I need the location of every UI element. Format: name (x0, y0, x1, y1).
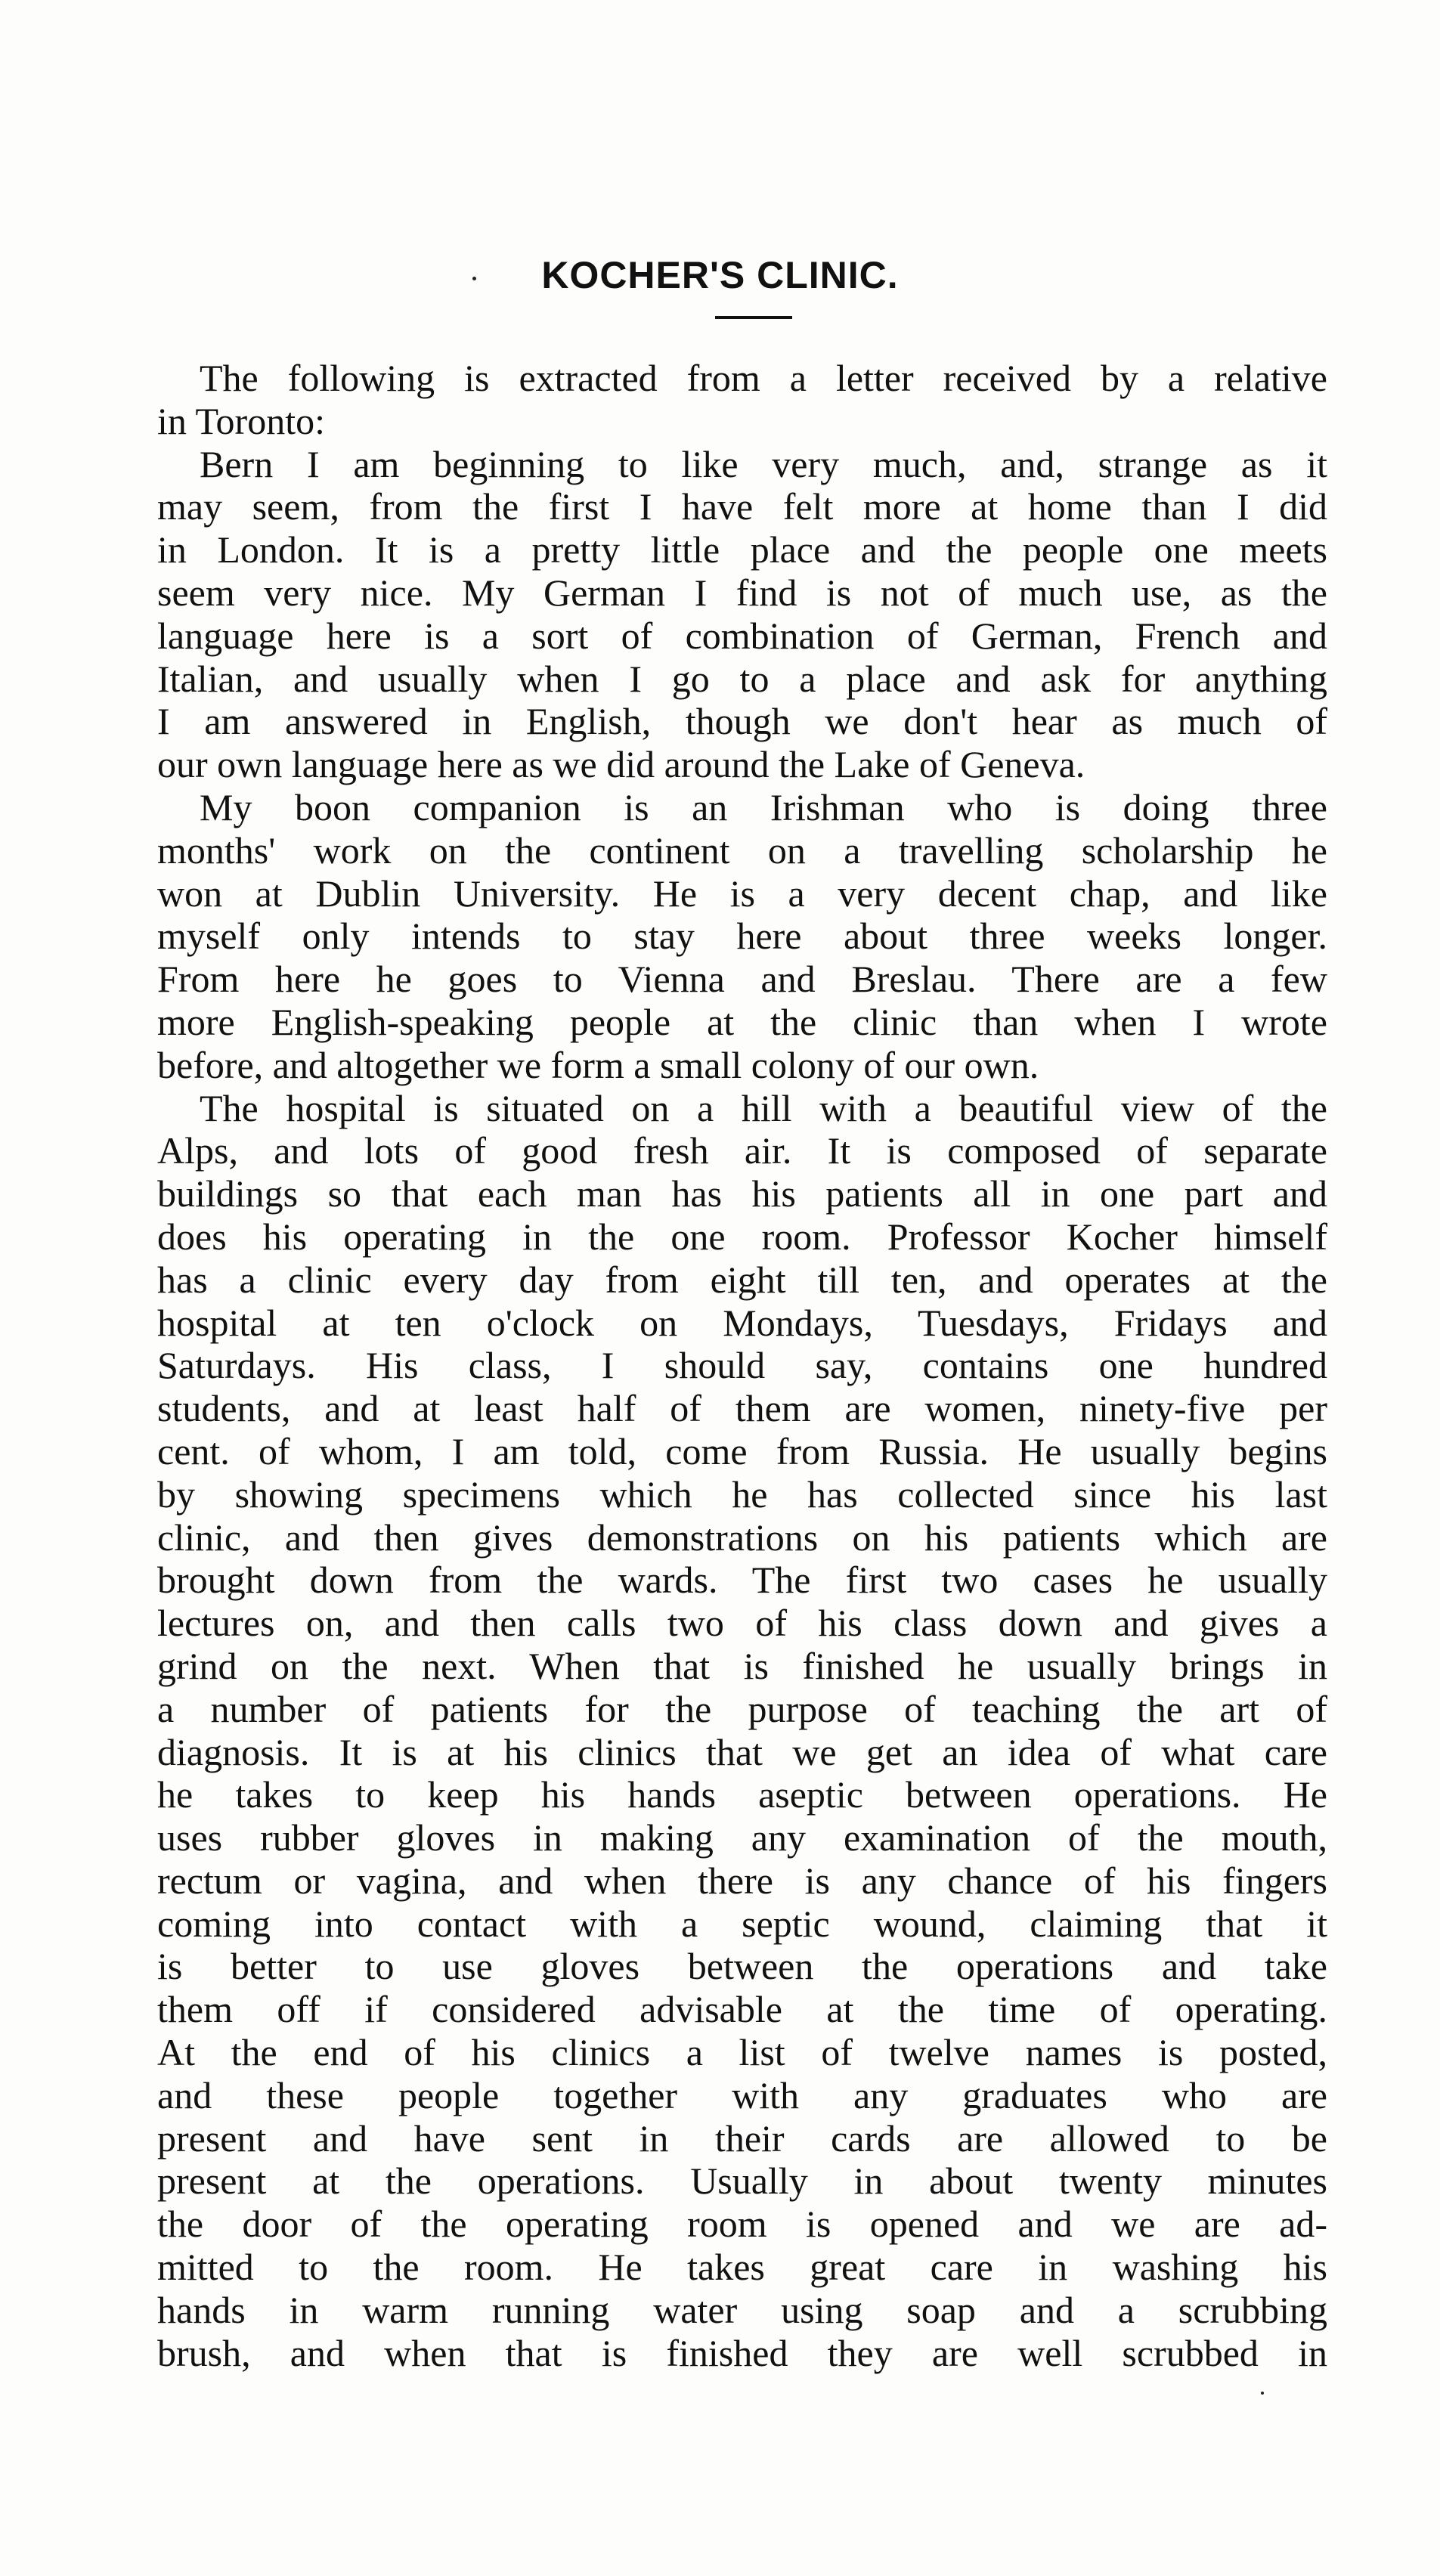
text-line: mitted to the room. He takes great care in washing his (157, 2246, 1327, 2289)
text-line: before, and altogether we form a small colony of our own. (157, 1043, 1039, 1086)
text-line: seem very nice. My German I find is not of much use, as the (157, 571, 1327, 614)
text-line: students, and at least half of them are women, ninety-five per (157, 1387, 1327, 1430)
text-line: present at the operations. Usually in about twenty minutes (157, 2160, 1327, 2203)
text-line: rectum or vagina, and when there is any chance of his fingers (157, 1859, 1327, 1902)
text-line: language here is a sort of combination of German, French and (157, 614, 1327, 657)
paragraph (157, 786, 1327, 1087)
print-speck (1261, 2392, 1264, 2395)
text-line: diagnosis. It is at his clinics that we get an idea of what care (157, 1730, 1327, 1773)
text-line: a number of patients for the purpose of teaching the art of (157, 1687, 1327, 1730)
text-line: clinic, and then gives demonstrations on his patients which are (157, 1516, 1327, 1559)
text-line: Saturdays. His class, I should say, contains one hundred (157, 1344, 1327, 1387)
text-line: hospital at ten o'clock on Mondays, Tuesdays, Fridays and (157, 1301, 1327, 1344)
text-line: buildings so that each man has his patients all in one part and (157, 1172, 1327, 1215)
article-body (157, 357, 1327, 2374)
text-line: Alps, and lots of good fresh air. It is composed of separate (157, 1129, 1327, 1172)
text-line: the door of the operating room is opened and we are ad- (157, 2203, 1327, 2246)
text-line: is better to use gloves between the operations and take (157, 1945, 1327, 1988)
text-line: brush, and when that is finished they are well scrubbed in (157, 2331, 1327, 2374)
text-line: he takes to keep his hands aseptic between operations. He (157, 1773, 1327, 1816)
text-line: in Toronto: (157, 399, 325, 442)
text-line: does his operating in the one room. Professor Kocher himself (157, 1215, 1327, 1258)
text-line: From here he goes to Vienna and Breslau. There are a few (157, 958, 1327, 1001)
paragraph (157, 357, 1327, 443)
text-line: and these people together with any graduates who are (157, 2073, 1327, 2116)
text-line: grind on the next. When that is finished he usually brings in (157, 1644, 1327, 1687)
text-line: lectures on, and then calls two of his class down and gives a (157, 1602, 1327, 1645)
text-line: Italian, and usually when I go to a place and ask for anything (157, 657, 1327, 700)
paragraph (157, 1087, 1327, 2375)
text-line: present and have sent in their cards are allowed to be (157, 2116, 1327, 2160)
text-line: The following is extracted from a letter received by a relative (200, 357, 1327, 399)
text-line: hands in warm running water using soap and a scrubbing (157, 2288, 1327, 2331)
text-line: more English-speaking people at the clinic than when I wrote (157, 1000, 1327, 1043)
text-line: myself only intends to stay here about three weeks longer. (157, 915, 1327, 958)
title-rule (715, 316, 792, 319)
text-line: cent. of whom, I am told, come from Russia. He usually begins (157, 1429, 1327, 1472)
text-line: coming into contact with a septic wound, claiming that it (157, 1902, 1327, 1945)
text-line: by showing specimens which he has collected since his last (157, 1472, 1327, 1516)
text-line: may seem, from the first I have felt more at home than I did (157, 485, 1327, 528)
text-line: brought down from the wards. The first two cases he usually (157, 1559, 1327, 1602)
text-line: I am answered in English, though we don't hear as much of (157, 700, 1327, 743)
text-line: At the end of his clinics a list of twelve names is posted, (157, 2031, 1327, 2074)
text-line: My boon companion is an Irishman who is doing three (200, 785, 1327, 828)
text-line: in London. It is a pretty little place and the people one meets (157, 528, 1327, 571)
text-line: them off if considered advisable at the time of operating. (157, 1988, 1327, 2031)
text-line: won at Dublin University. He is a very decent chap, and like (157, 872, 1327, 915)
paragraph (157, 443, 1327, 786)
text-line: Bern I am beginning to like very much, and, strange as it (200, 442, 1327, 485)
text-line: months' work on the continent on a travelling scholarship he (157, 828, 1327, 872)
text-line: our own language here as we did around the Lake of Geneva. (157, 743, 1085, 786)
article-title: KOCHER'S CLINIC. (541, 253, 899, 296)
text-line: has a clinic every day from eight till ten, and operates at the (157, 1258, 1327, 1301)
text-line: uses rubber gloves in making any examination of the mouth, (157, 1816, 1327, 1859)
text-line: The hospital is situated on a hill with a beautiful view of the (200, 1086, 1327, 1129)
